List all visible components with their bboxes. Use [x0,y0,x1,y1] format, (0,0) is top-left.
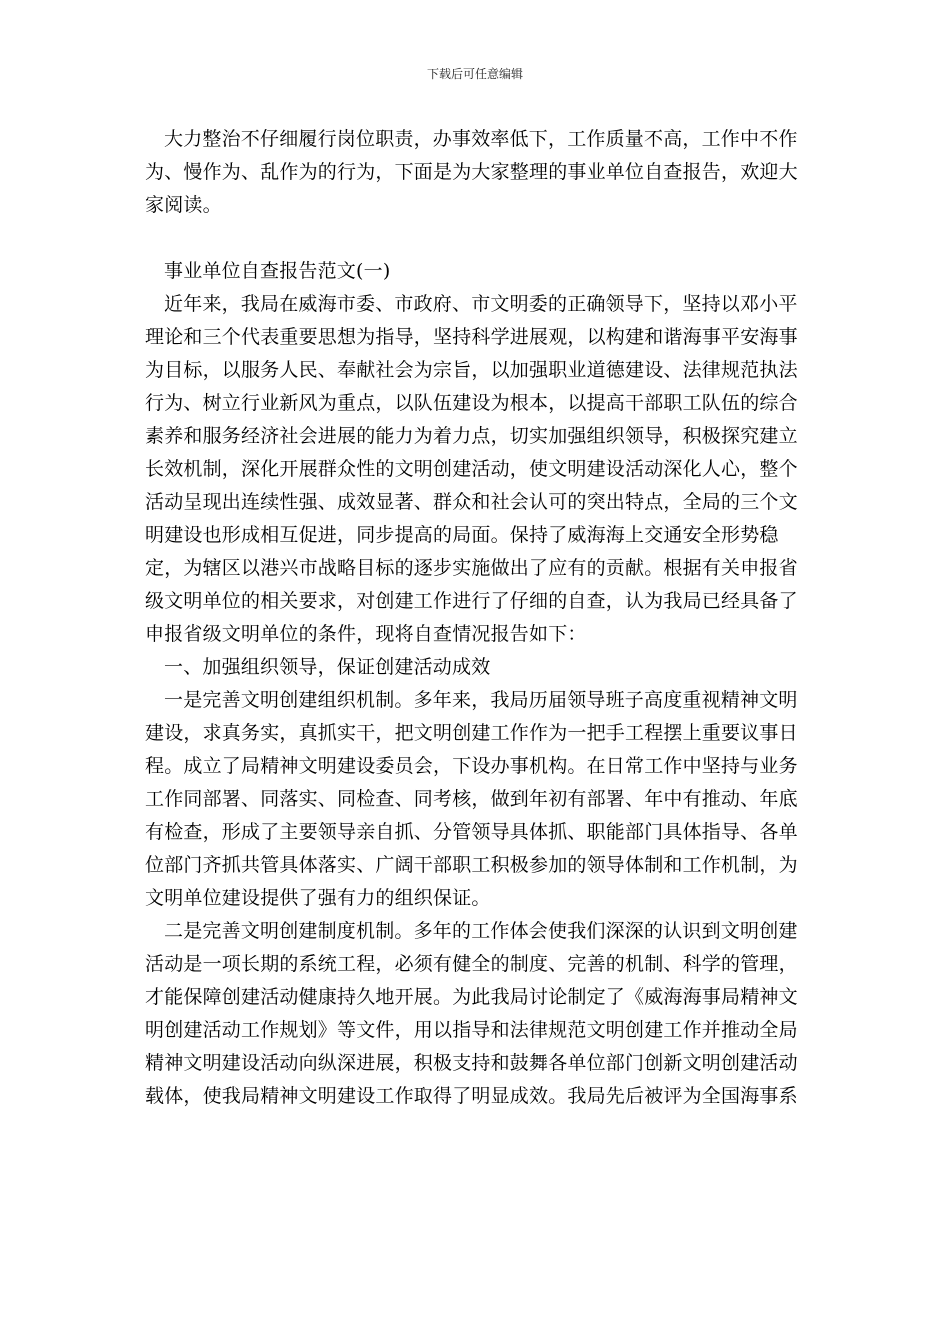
paragraph-system-mechanism: 二是完善文明创建制度机制。多年的工作体会使我们深深的认识到文明创建活动是一项长期的系统工程，必须有健全的制度、完善的机制、科学的管理，才能保障创建活动健康持久地开展。为此我局讨论制定了《威海海事局精神文明创建活动工作规划》等文件，用以指导和法律规范文明创建工作并推动全局精神文明建设活动向纵深进展，积极支持和鼓舞各单位部门创新文明创建活动载体，使我局精神文明建设工作取得了明显成效。我局先后被评为全国海事系 [145,920,798,1107]
intro-paragraph: 大力整治不仔细履行岗位职责，办事效率低下，工作质量不高，工作中不作为、慢作为、乱作为的行为，下面是为大家整理的事业单位自查报告，欢迎大家阅读。 [145,128,798,216]
header-note: 下载后可任意编辑 [426,67,523,81]
heading-organization: 一、加强组织领导，保证创建活动成效 [164,656,491,678]
section-title: 事业单位自查报告范文(一) [164,260,391,282]
paragraph-organization-mechanism: 一是完善文明创建组织机制。多年来，我局历届领导班子高度重视精神文明建设，求真务实，真抓实干，把文明创建工作作为一把手工程摆上重要议事日程。成立了局精神文明建设委员会，下设办事机构。在日常工作中坚持与业务工作同部署、同落实、同检查、同考核，做到年初有部署、年中有推动、年底有检查，形成了主要领导亲自抓、分管领导具体抓、职能部门具体指导、各单位部门齐抓共管具体落实、广阔干部职工积极参加的领导体制和工作机制，为文明单位建设提供了强有力的组织保证。 [145,689,798,909]
paragraph-overview: 近年来，我局在威海市委、市政府、市文明委的正确领导下，坚持以邓小平理论和三个代表重要思想为指导，坚持科学进展观，以构建和谐海事平安海事为目标，以服务人民、奉献社会为宗旨，以加强职业道德建设、法律规范执法行为、树立行业新风为重点，以队伍建设为根本，以提高干部职工队伍的综合素养和服务经济社会进展的能力为着力点，切实加强组织领导，积极探究建立长效机制，深化开展群众性的文明创建活动，使文明建设活动深化人心，整个活动呈现出连续性强、成效显著、群众和社会认可的突出特点，全局的三个文明建设也形成相互促进，同步提高的局面。保持了威海海上交通安全形势稳定，为辖区以港兴市战略目标的逐步实施做出了应有的贡献。根据有关申报省级文明单位的相关要求，对创建工作进行了仔细的自查，认为我局已经具备了申报省级文明单位的条件，现将自查情况报告如下： [145,293,798,645]
document-body [145,123,810,1113]
